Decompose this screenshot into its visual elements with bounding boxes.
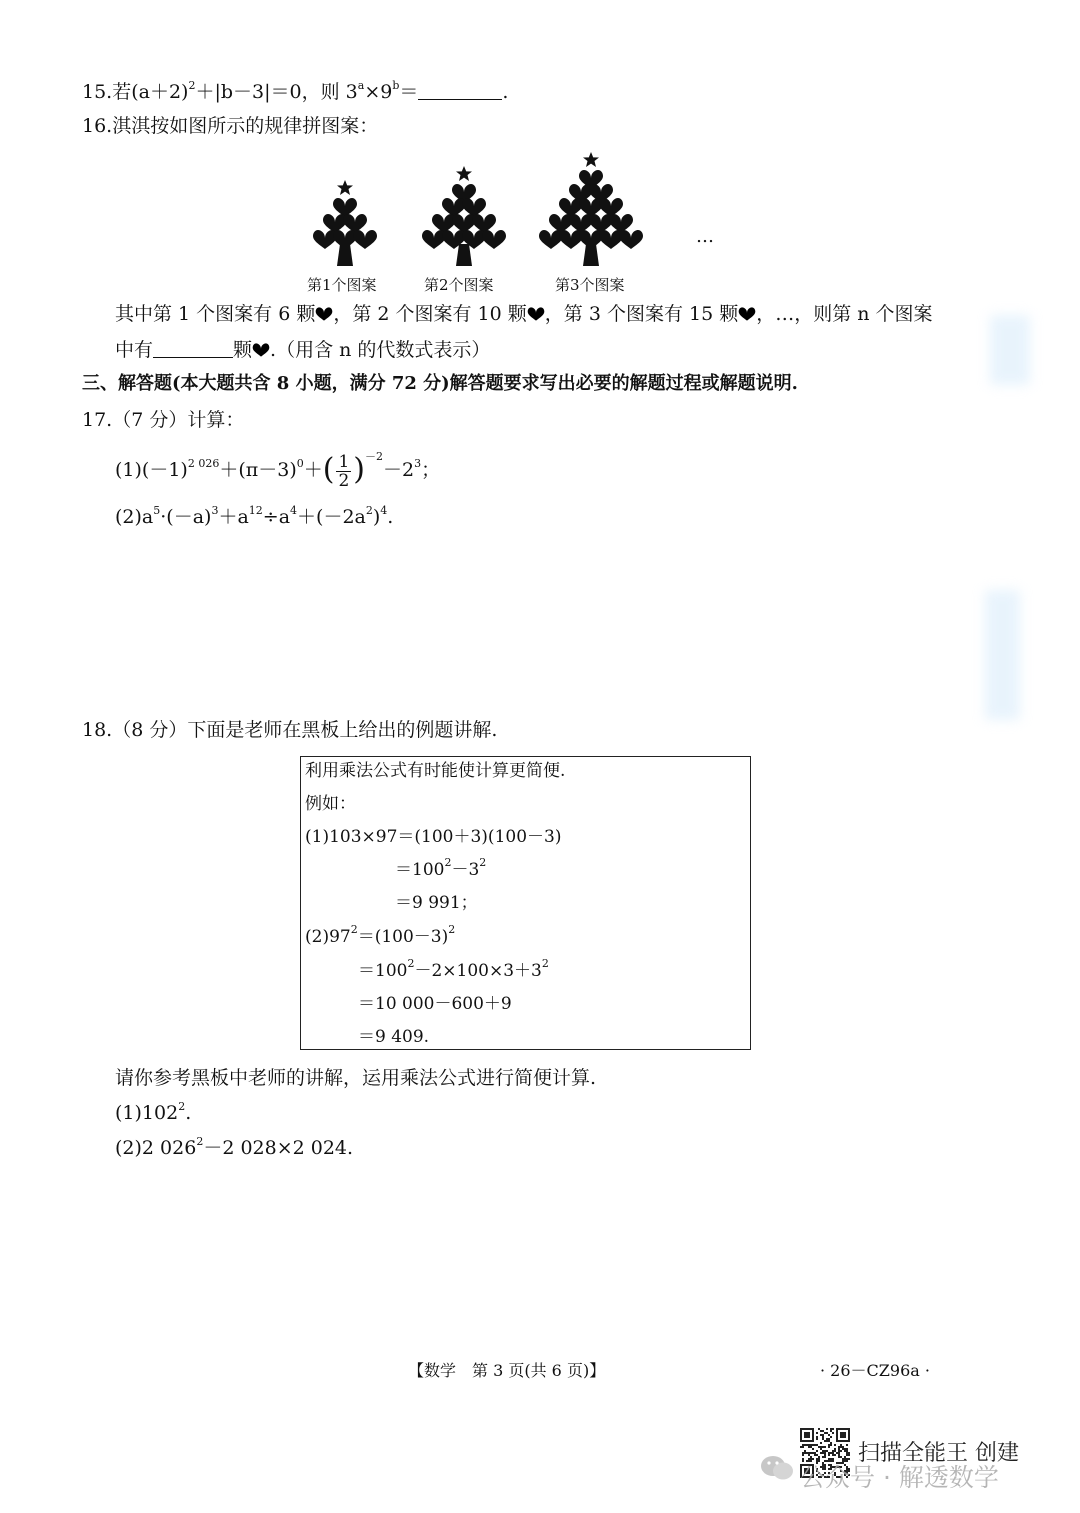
heart-icon xyxy=(323,214,347,233)
box-line-1: 利用乘法公式有时能使计算更简便. xyxy=(305,761,566,781)
tree-pattern-figures xyxy=(300,148,1000,278)
fraction-one-half: $\frac{1}{2}$ xyxy=(338,451,350,491)
tree-trunk xyxy=(456,244,472,266)
heart-icon xyxy=(599,198,623,217)
answer-blank-16[interactable] xyxy=(153,337,233,358)
box-line-9: ＝9 409. xyxy=(358,1027,430,1047)
heart-icon xyxy=(252,342,270,358)
figure-caption-2: 第2个图案 xyxy=(424,276,494,294)
heart-icon xyxy=(539,230,563,249)
account-watermark: 公众号 · 解透数学 xyxy=(800,1463,999,1492)
star-icon xyxy=(337,180,353,195)
heart-icon xyxy=(549,214,573,233)
question-16-line1: 其中第 1 个图案有 6 颗 ，第 2 个图案有 10 颗 ，第 3 个图案有 15 颗 ，…，则第 n 个图案 xyxy=(115,303,933,325)
scan-smudge xyxy=(990,315,1030,385)
heart-icon xyxy=(333,198,357,217)
question-16-line2: 中有 颗 .（用含 n 的代数式表示） xyxy=(115,339,491,361)
box-line-7: $=100^2-2\times 100\times 3+3^2$ xyxy=(358,957,549,981)
heart-icon xyxy=(599,230,623,249)
question-17-title: 17.（7 分）计算： xyxy=(82,409,245,431)
heart-icon xyxy=(343,214,367,233)
figure-ellipsis: … xyxy=(696,226,714,247)
scanner-watermark: 扫描全能王 创建 xyxy=(858,1441,1019,1466)
heart-icon xyxy=(559,230,583,249)
tree-pattern-3 xyxy=(539,152,643,266)
star-icon xyxy=(583,152,599,167)
box-line-2: 例如： xyxy=(305,794,356,814)
heart-icon xyxy=(527,306,545,322)
heart-icon xyxy=(482,230,506,249)
box-line-8: ＝10 000－600＋9 xyxy=(358,994,512,1014)
tree-pattern-2 xyxy=(422,166,506,266)
blackboard-example-box xyxy=(300,756,751,1050)
heart-icon xyxy=(313,230,337,249)
answer-blank-15[interactable] xyxy=(418,79,502,100)
heart-icon xyxy=(452,214,476,233)
heart-icon xyxy=(315,306,333,322)
question-15: 15.若$(a+2)^2+|b-3|=0$，则 $3^a\times 9^b=$ . xyxy=(82,79,509,103)
question-17-part-2: $(2)a^5\cdot(-a)^3+a^{12}\div a^4+(-2a^2)^4$. xyxy=(115,504,394,528)
tree-pattern-1 xyxy=(313,180,377,266)
heart-icon xyxy=(422,230,446,249)
box-line-6: $(2)97^2=(100-3)^2$ xyxy=(305,923,456,947)
heart-icon xyxy=(472,214,496,233)
box-line-4: $=100^2-3^2$ xyxy=(395,856,487,880)
heart-icon xyxy=(579,198,603,217)
heart-icon xyxy=(738,306,756,322)
heart-icon xyxy=(559,198,583,217)
star-icon xyxy=(456,166,472,181)
box-line-3: (1)103×97＝(100＋3)(100－3) xyxy=(305,827,562,847)
question-18-title: 18.（8 分）下面是老师在黑板上给出的例题讲解. xyxy=(82,719,498,741)
wechat-icon xyxy=(760,1454,794,1482)
question-16-title: 16.淇淇按如图所示的规律拼图案： xyxy=(82,115,379,137)
tree-trunk xyxy=(583,244,599,266)
section-3-header: 三、解答题(本大题共含 8 小题，满分 72 分)解答题要求写出必要的解题过程或解题说明. xyxy=(82,373,798,394)
box-line-5: ＝9 991； xyxy=(395,893,478,913)
page-footer-code: · 26－CZ96a · xyxy=(820,1361,930,1380)
heart-icon xyxy=(619,230,643,249)
heart-icon xyxy=(442,198,466,217)
question-18-instruction: 请你参考黑板中老师的讲解，运用乘法公式进行简便计算. xyxy=(115,1067,597,1089)
heart-icon xyxy=(589,214,613,233)
figure-caption-1: 第1个图案 xyxy=(307,276,377,294)
scan-smudge xyxy=(985,590,1020,720)
tree-trunk xyxy=(337,244,353,266)
question-17-part-1: $(1)(-1)^{2 026}+(\pi-3)^0+$( $\frac{1}{2}$ )$^{-2}-2^3$； xyxy=(115,450,441,491)
page-footer-center: 【数学 第 3 页(共 6 页)】 xyxy=(408,1361,606,1380)
question-18-part-2: (2)2 $026^2-2$ 028×2 024. xyxy=(115,1135,354,1159)
heart-icon xyxy=(462,198,486,217)
figure-caption-3: 第3个图案 xyxy=(555,276,625,294)
heart-icon xyxy=(609,214,633,233)
question-18-part-1: $(1)102^2$. xyxy=(115,1100,192,1124)
heart-icon xyxy=(353,230,377,249)
heart-icon xyxy=(432,214,456,233)
heart-icon xyxy=(569,214,593,233)
